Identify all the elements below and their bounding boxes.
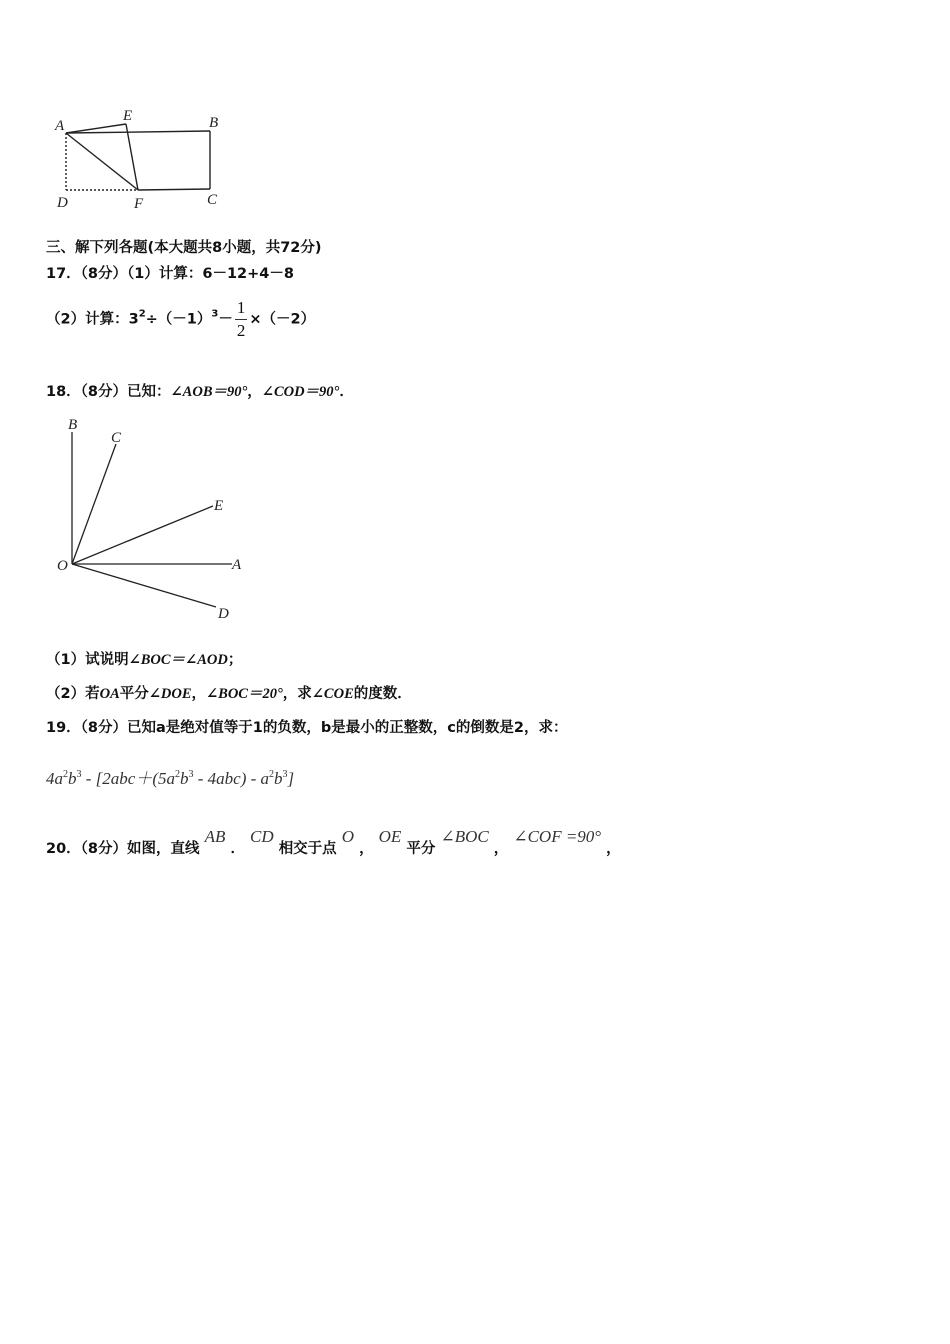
ray-oe [72,506,213,564]
figure-angles [46,410,256,630]
q19-exp: 2 [63,769,68,780]
q17-frac-num: 1 [235,297,248,320]
segment-af [66,133,138,190]
q18-part1-prefix: （1）试说明 [46,652,129,668]
q18-part2-boc: ∠BOC＝20° [206,686,283,702]
q17-tail: ×（－2） [249,311,316,328]
q18-part2-a: （2）若 [46,686,100,702]
label-b: B [68,417,78,433]
label-e: E [214,498,224,514]
figure-rectangle-fold [46,100,246,215]
q20-cof: ∠COF =90° [513,827,602,846]
label-e: E [123,108,133,124]
q20-comma1: ， [359,841,374,857]
q17-minus: － [218,311,233,328]
q18-part2-coe: ∠COE [311,686,354,702]
ray-oc [72,444,116,564]
q18-cond2: ∠COD＝90° [261,384,340,400]
q18-part2-doe: ∠DOE [148,686,192,702]
q20-oe: OE [378,827,402,846]
segment-cf [138,189,210,190]
q20-cd: CD [250,827,274,846]
q20-dot: ． [230,841,245,857]
q17-exp: 2 [138,308,146,320]
q18-stem [46,380,354,401]
label-a: A [55,118,65,134]
label-b: B [209,115,219,131]
q19-term: b [179,769,189,788]
q18-part2-e: 的度数． [353,686,412,702]
q19-term: - 4abc) - a [193,769,270,788]
label-o: O [57,558,68,574]
q17-part1: 17．（8分）（1）计算：6－12+4－8 [46,266,294,282]
q19-stem: 19．（8分）已知a是绝对值等于1的负数，b是最小的正整数，c的倒数是2，求： [46,720,568,736]
q19-exp: 2 [174,769,180,780]
q17-part2 [46,297,315,342]
q18-part1-expr: ∠BOC＝∠AOD [128,652,228,668]
q19-term: 4a [46,769,63,788]
label-a: A [232,557,242,573]
label-d: D [57,195,68,211]
section-title: 三、解下列各题(本大题共8小题，共72分) [46,240,322,256]
label-d: D [218,606,229,622]
q20-prefix: 20．（8分）如图，直线 [46,841,200,857]
q20-comma2: ， [493,841,509,857]
label-c: C [111,430,122,446]
q18-cond1: ∠AOB＝90° [170,384,248,400]
q19-exp: 3 [188,769,194,780]
q18-part2-oa: OA [99,686,120,702]
q18-end: ． [339,384,354,400]
q20-stem [46,827,621,858]
q18-part2 [46,682,412,703]
label-c: C [207,192,218,208]
q19-expression [46,764,294,789]
q17-frac-den: 2 [236,321,246,340]
segment-ab [66,131,210,133]
q20-ab: AB [204,827,226,846]
q18-prefix: 18．（8分）已知： [46,384,171,400]
q20-meet: 相交于点 [278,841,337,857]
q20-o: O [341,827,355,846]
q18-sep: ， [247,384,262,400]
q19-term: - [2abc＋(5a [81,769,175,788]
q18-part1 [46,648,242,669]
q19-term: ] [287,769,295,788]
q19-exp: 3 [76,769,82,780]
q18-part2-b: 平分 [119,686,149,702]
q19-term: b [274,769,283,788]
q17-fraction [235,297,248,342]
q17-exp2: 3 [211,308,219,320]
q19-term: b [68,769,77,788]
q20-boc: ∠BOC [440,827,489,846]
q17-mid: ÷（－1） [145,311,212,328]
segment-ef [126,124,138,190]
q20-comma3: ， [606,841,621,857]
q17-part2-prefix: （2）计算：3 [46,311,139,328]
q19-exp: 2 [269,769,275,780]
label-f: F [134,196,144,212]
q18-part2-d: ，求 [282,686,312,702]
q19-exp: 3 [282,769,288,780]
q18-part2-c: ， [191,686,207,702]
q18-part1-end: ； [227,652,243,668]
q20-bisect: 平分 [406,841,436,857]
ray-od [72,564,216,607]
